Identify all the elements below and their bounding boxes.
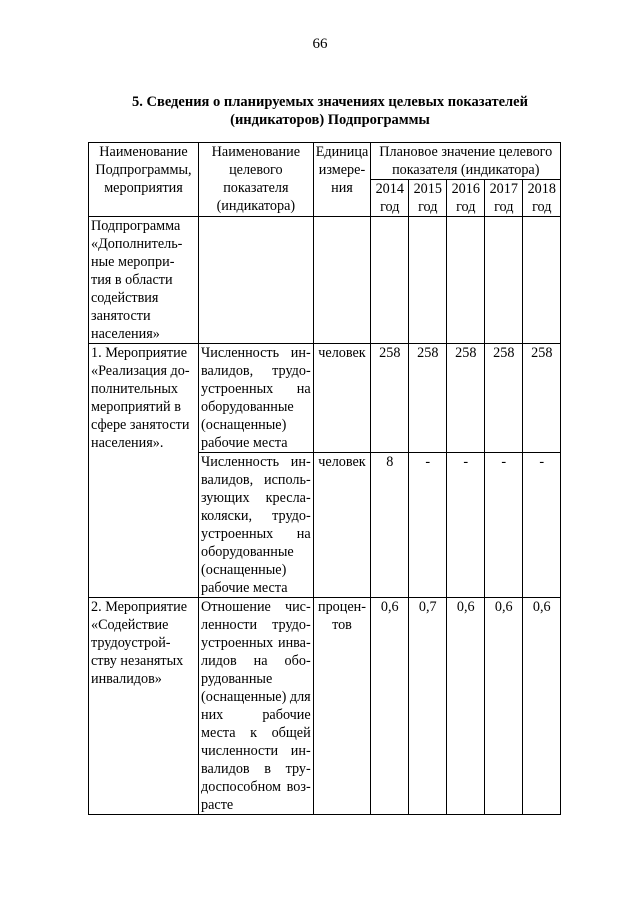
activity2-indicator-unit: процен- тов <box>313 598 371 815</box>
activity1-indicator2-value-2017: - <box>485 453 523 598</box>
header-indicator-name: Наименование целевого показателя (индикатора) <box>199 143 314 217</box>
activity1-indicator1-value-2018: 258 <box>523 344 561 453</box>
activity1-name: 1. Мероприятие «Реализация до- полнительных мероприятий в сфере занятости населения». <box>89 344 199 598</box>
page-number: 66 <box>312 36 328 52</box>
activity2-indicator-name: Отношение чис- ленности трудо- устроенных инва- лидов на обо- рудованные (оснащенные) для них рабочие места к общей численности ин- валидов в тру- доспособном воз- расте <box>199 598 314 815</box>
activity2-indicator-value-2015: 0,7 <box>409 598 447 815</box>
header-unit: Единица измере- ния <box>313 143 371 217</box>
empty-cell <box>199 217 314 344</box>
empty-cell <box>409 217 447 344</box>
activity1-indicator1-value-2015: 258 <box>409 344 447 453</box>
page-title-line: (индикаторов) Подпрограммы <box>230 112 430 128</box>
page-title-line: 5. Сведения о планируемых значениях целевых показателей <box>132 94 528 110</box>
header-year-2017: 2017 год <box>485 180 523 217</box>
activity1-indicator1-value-2014: 258 <box>371 344 409 453</box>
activity1-indicator1-unit: человек <box>313 344 371 453</box>
activity1-indicator2-value-2016: - <box>447 453 485 598</box>
activity2-indicator-value-2018: 0,6 <box>523 598 561 815</box>
empty-cell <box>371 217 409 344</box>
table-row <box>89 344 561 453</box>
activity1-indicator1-name: Численность ин- валидов, трудо- устроенных на оборудованные (оснащенные) рабочие места <box>199 344 314 453</box>
indicators-table <box>88 142 561 815</box>
empty-cell <box>313 217 371 344</box>
activity1-indicator1-value-2016: 258 <box>447 344 485 453</box>
header-year-2016: 2016 год <box>447 180 485 217</box>
empty-cell <box>447 217 485 344</box>
activity2-indicator-value-2017: 0,6 <box>485 598 523 815</box>
header-year-2018: 2018 год <box>523 180 561 217</box>
activity1-indicator2-value-2018: - <box>523 453 561 598</box>
activity2-indicator-value-2016: 0,6 <box>447 598 485 815</box>
header-year-2014: 2014 год <box>371 180 409 217</box>
activity1-indicator2-value-2014: 8 <box>371 453 409 598</box>
activity2-indicator-value-2014: 0,6 <box>371 598 409 815</box>
table-header-row <box>89 143 561 180</box>
activity1-indicator1-value-2017: 258 <box>485 344 523 453</box>
table-row <box>89 598 561 815</box>
header-subprogram-name: Наименование Подпрограммы, мероприятия <box>89 143 199 217</box>
empty-cell <box>485 217 523 344</box>
header-year-2015: 2015 год <box>409 180 447 217</box>
activity1-indicator2-value-2015: - <box>409 453 447 598</box>
table-row <box>89 217 561 344</box>
page-title <box>100 93 560 129</box>
activity2-name: 2. Мероприятие «Содействие трудоустрой- ству незанятых инвалидов» <box>89 598 199 815</box>
subprogram-name: Подпрограмма «Дополнитель- ные меропри- тия в области содействия занятости населения» <box>89 217 199 344</box>
empty-cell <box>523 217 561 344</box>
activity1-indicator2-unit: человек <box>313 453 371 598</box>
header-plan-value: Плановое значение целевого показателя (индикатора) <box>371 143 561 180</box>
activity1-indicator2-name: Численность ин- валидов, исполь- зующих кресла- коляски, трудо- устроенных на оборудованные (оснащенные) рабочие места <box>199 453 314 598</box>
